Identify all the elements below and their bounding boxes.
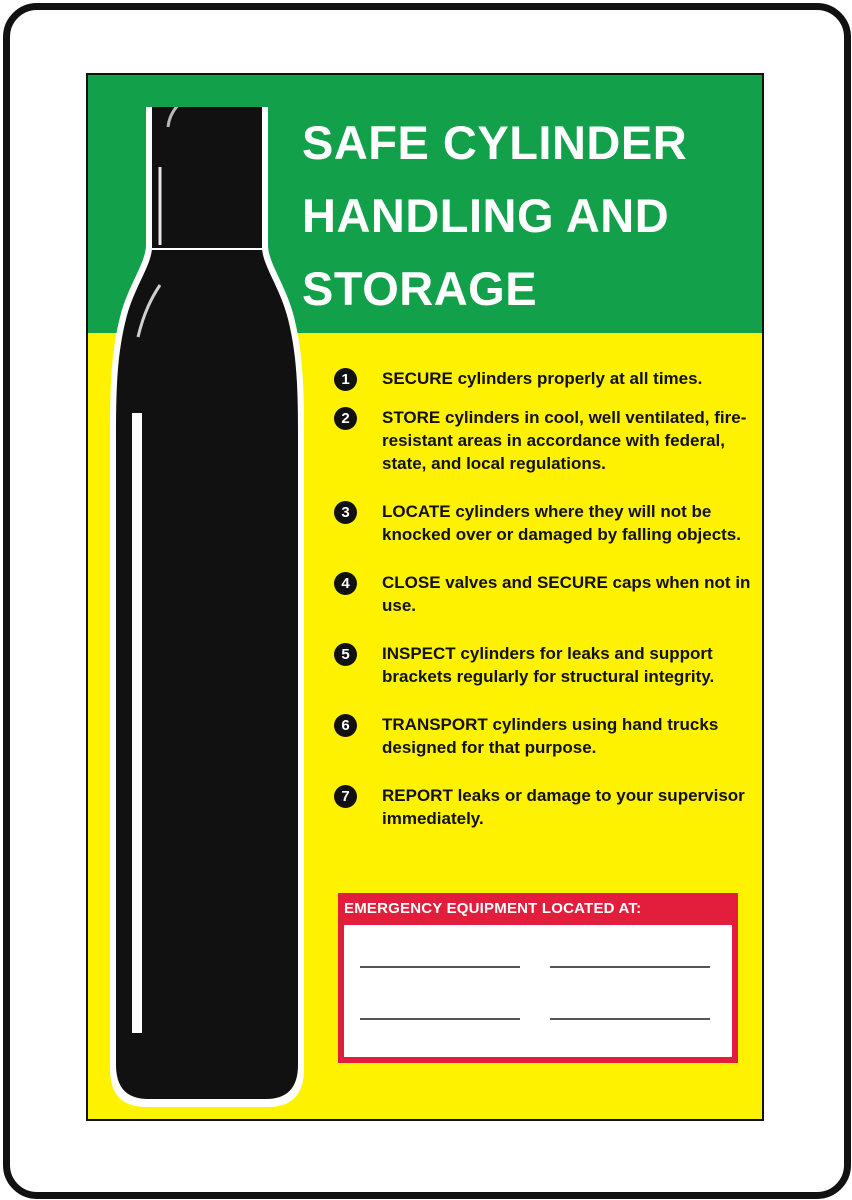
rule-number-badge: 5 (334, 643, 357, 666)
rule-keyword: INSPECT (382, 644, 456, 663)
rule-keyword: TRANSPORT (382, 715, 488, 734)
safety-rules-list (334, 367, 764, 830)
rule-item (334, 571, 764, 617)
rule-number-badge: 7 (334, 785, 357, 808)
rule-number-badge: 3 (334, 501, 357, 524)
rule-keyword: REPORT (382, 786, 453, 805)
rule-number-badge: 2 (334, 407, 357, 430)
write-in-line (360, 966, 520, 968)
title-line-1: SAFE CYLINDER (302, 116, 688, 169)
rule-item (334, 406, 764, 475)
title-line-3: STORAGE (302, 262, 538, 315)
rule-text: leaks or damage to your supervisor immediately. (382, 786, 745, 828)
rule-number-badge: 4 (334, 572, 357, 595)
gas-cylinder-icon (108, 107, 308, 1115)
rule-text: cylinders where they will not be knocked over or damaged by falling objects. (382, 502, 741, 544)
write-in-line (550, 1018, 710, 1020)
emergency-write-in-area (344, 925, 732, 1057)
rule-item (334, 500, 764, 546)
rule-item (334, 713, 764, 759)
rule-text: cylinders properly at all times. (452, 369, 703, 388)
rule-number-badge: 1 (334, 368, 357, 391)
write-in-line (550, 966, 710, 968)
rule-keyword: SECURE (382, 369, 453, 388)
rule-item (334, 642, 764, 688)
rule-text: valves and SECURE caps when not in use. (382, 573, 751, 615)
emergency-equipment-box (338, 893, 738, 1063)
rule-keyword: CLOSE (382, 573, 441, 592)
rule-keyword: STORE (382, 408, 441, 427)
sign-title (302, 106, 752, 325)
rule-text: cylinders using hand trucks designed for that purpose. (382, 715, 719, 757)
sign-panel (86, 73, 764, 1121)
rule-text: cylinders for leaks and support brackets regularly for structural integrity. (382, 644, 715, 686)
rule-item (334, 784, 764, 830)
title-line-2: HANDLING AND (302, 189, 670, 242)
rule-text: cylinders in cool, well ventilated, fire-resistant areas in accordance with federal, state, and local regulations. (382, 408, 747, 473)
rule-number-badge: 6 (334, 714, 357, 737)
write-in-line (360, 1018, 520, 1020)
emergency-label: EMERGENCY EQUIPMENT LOCATED AT: (344, 900, 642, 917)
rule-keyword: LOCATE (382, 502, 451, 521)
rule-item (334, 367, 764, 390)
